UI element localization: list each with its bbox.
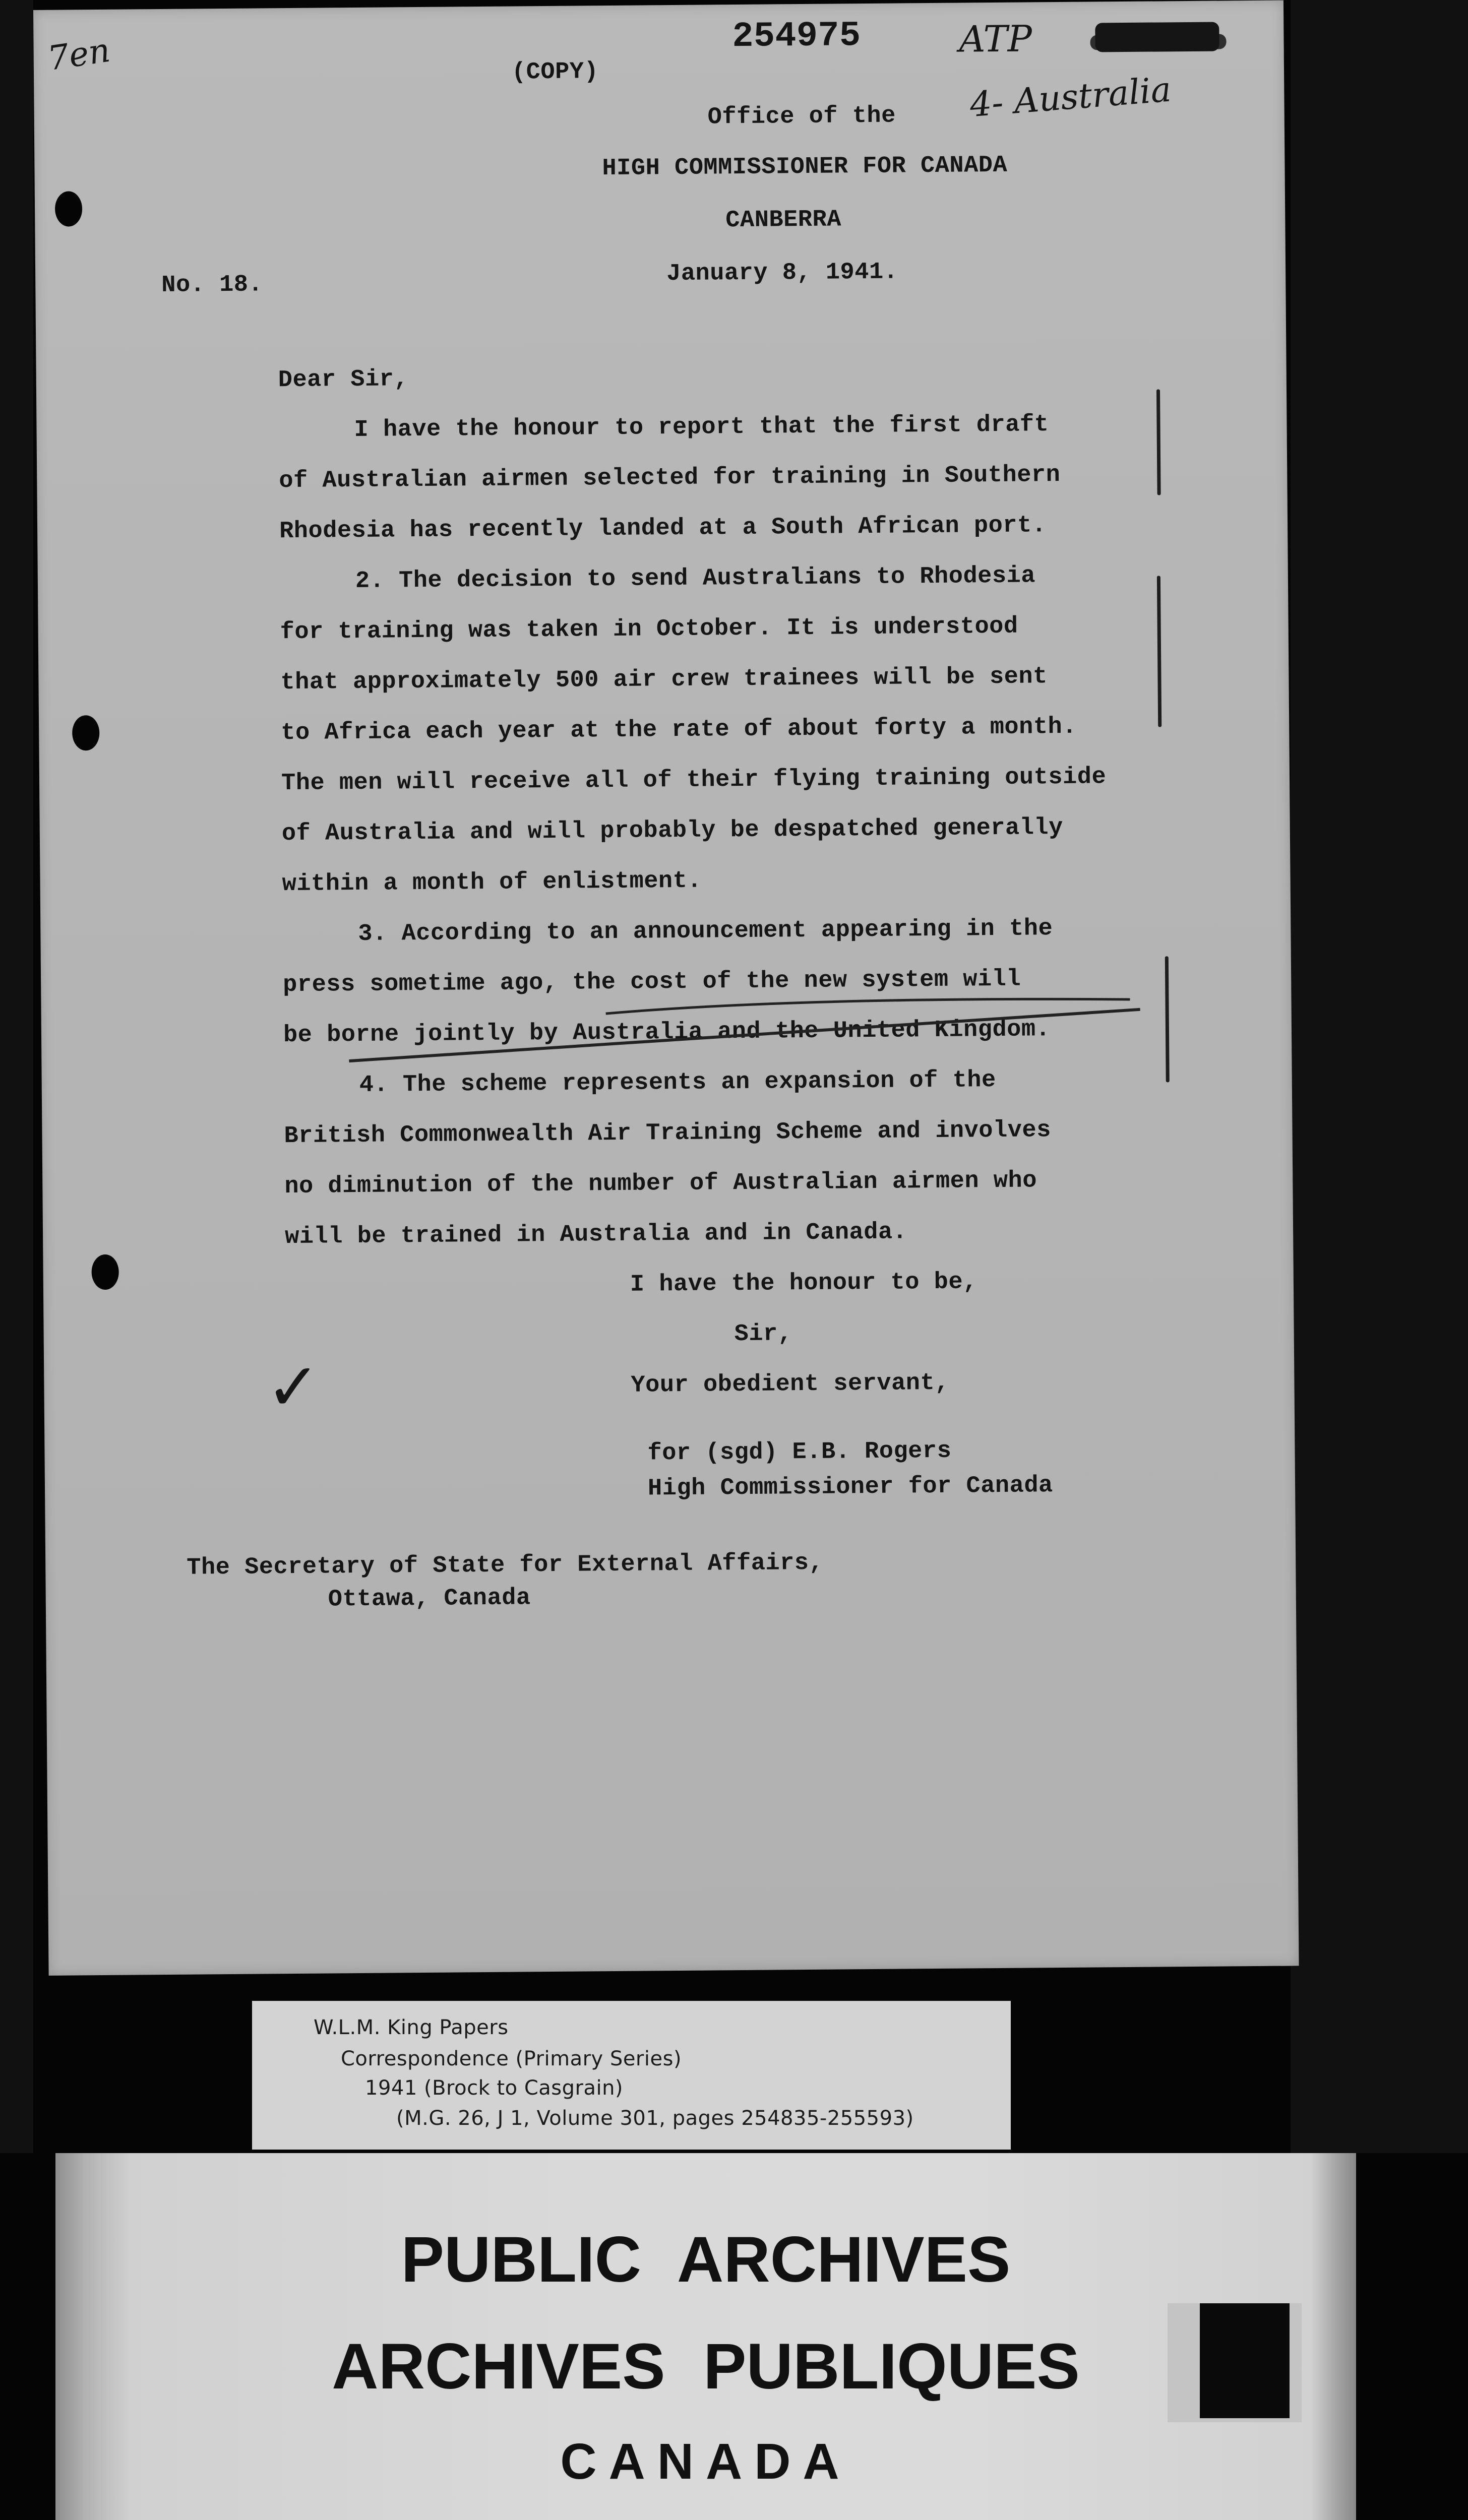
body-line: British Commonwealth Air Training Scheme and involves — [284, 1117, 1052, 1150]
signature-line: High Commissioner for Canada — [647, 1472, 1053, 1502]
archive-reference-label — [252, 2001, 1011, 2150]
letter-date: January 8, 1941. — [666, 259, 898, 288]
calibration-black-block — [1200, 2303, 1290, 2418]
body-line: within a month of enlistment. — [282, 867, 702, 898]
closing-line: Sir, — [734, 1320, 792, 1348]
archive-label-line: Correspondence (Primary Series) — [341, 2047, 682, 2070]
body-line: that approximately 500 air crew trainees will be sent — [280, 663, 1048, 697]
film-edge-left — [0, 0, 33, 2153]
signature-line: for (sgd) E.B. Rogers — [647, 1437, 952, 1467]
body-line: no diminution of the number of Australian airmen who — [284, 1167, 1037, 1201]
body-line: will be trained in Australia and in Canada. — [284, 1219, 907, 1251]
punch-hole — [72, 715, 100, 750]
city-line: CANBERRA — [725, 206, 842, 234]
document-number: 254975 — [732, 16, 861, 57]
letter-page — [33, 1, 1299, 1976]
body-line: The men will receive all of their flying training outside — [281, 764, 1107, 797]
handwritten-australia-note: 4- Australia — [968, 70, 1173, 125]
body-line: 3. According to an announcement appearing in the — [358, 915, 1053, 948]
letter-number: No. 18. — [161, 271, 263, 299]
body-line: I have the honour to report that the first draft — [354, 411, 1049, 444]
body-line: of Australian airmen selected for training in Southern — [279, 462, 1061, 495]
punch-hole — [55, 191, 83, 226]
body-line: to Africa each year at the rate of about forty a month. — [281, 713, 1077, 747]
copy-mark: (COPY) — [511, 58, 599, 86]
underline-mark — [343, 989, 1150, 1066]
redaction-scribble — [1090, 34, 1226, 50]
handwritten-initials: ATP — [959, 17, 1032, 60]
commissioner-line: HIGH COMMISSIONER FOR CANADA — [602, 152, 1008, 182]
body-line: 4. The scheme represents an expansion of the — [359, 1067, 996, 1099]
banner-line-english: PUBLIC ARCHIVES — [401, 2224, 1011, 2296]
archive-label-line: (M.G. 26, J 1, Volume 301, pages 254835-255593) — [396, 2107, 914, 2130]
office-line: Office of the — [707, 102, 896, 131]
archive-label-line: 1941 (Brock to Casgrain) — [365, 2076, 624, 2100]
handwritten-corner-note: 7en — [45, 30, 113, 78]
addressee-line: The Secretary of State for External Affairs, — [187, 1549, 824, 1582]
body-line: 2. The decision to send Australians to Rhodesia — [355, 562, 1036, 595]
margin-mark — [1157, 576, 1161, 727]
banner-line-french: ARCHIVES PUBLIQUES — [332, 2330, 1080, 2403]
archive-label-line: W.L.M. King Papers — [314, 2016, 509, 2039]
closing-line: I have the honour to be, — [630, 1269, 978, 1298]
punch-hole — [91, 1254, 119, 1290]
addressee-line: Ottawa, Canada — [328, 1585, 531, 1613]
margin-mark — [1156, 389, 1161, 495]
salutation: Dear Sir, — [278, 366, 409, 394]
body-line: press sometime ago, the cost of the new system will — [283, 966, 1021, 999]
body-line: of Australia and will probably be despatched generally — [281, 814, 1064, 848]
public-archives-banner — [55, 2153, 1356, 2520]
check-mark-icon: ✓ — [265, 1348, 322, 1426]
film-edge-right — [1291, 0, 1468, 2153]
body-line: be borne jointly by Australia and the United Kingdom. — [283, 1016, 1051, 1049]
closing-line: Your obedient servant, — [631, 1369, 950, 1399]
body-line: Rhodesia has recently landed at a South African port. — [279, 512, 1047, 545]
banner-line-country: CANADA — [560, 2433, 851, 2490]
margin-mark — [1165, 956, 1170, 1082]
body-line: for training was taken in October. It is understood — [280, 613, 1018, 646]
